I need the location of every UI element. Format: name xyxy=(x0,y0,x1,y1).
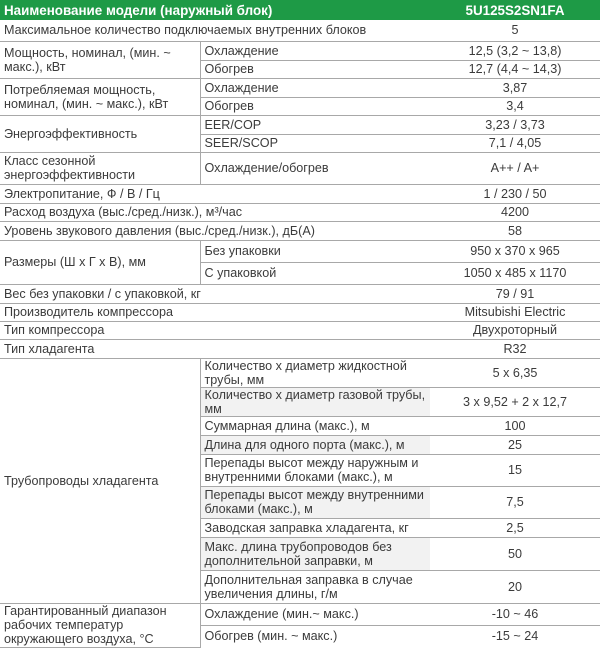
row-value: 79 / 91 xyxy=(495,286,535,301)
row-value: A++ / A+ xyxy=(490,161,540,175)
row-label: Электропитание, Ф / В / Гц xyxy=(4,186,160,201)
row-value: 5 x 6,35 xyxy=(430,358,600,387)
sub-label: Перепады высот между внутренними блоками (макс.), м xyxy=(200,486,430,518)
row-power-supply xyxy=(0,184,600,203)
sub-label: Охлаждение xyxy=(200,78,430,97)
sub-label: Охлаждение (мин.~ макс.) xyxy=(200,603,430,625)
row-value: 25 xyxy=(430,435,600,454)
row-value: 12,7 (4,4 ~ 14,3) xyxy=(468,62,562,76)
row-weight xyxy=(0,284,600,303)
row-label: Тип компрессора xyxy=(4,323,105,337)
row-value: 3 x 9,52 + 2 x 12,7 xyxy=(430,387,600,416)
sub-label: Длина для одного порта (макс.), м xyxy=(200,435,430,454)
row-value: Двухроторный xyxy=(473,323,557,337)
row-value: 50 xyxy=(430,537,600,570)
header-row xyxy=(0,0,600,20)
row-sound xyxy=(0,221,600,240)
row-value: R32 xyxy=(503,341,527,356)
row-label: Гарантированный диапазон рабочих температур окружающего воздуха, °С xyxy=(0,603,200,647)
row-label: Энергоэффективность xyxy=(0,115,200,152)
row-value: 7,5 xyxy=(430,486,600,518)
row-value: 20 xyxy=(508,579,523,594)
row-value: -10 ~ 46 xyxy=(430,603,600,625)
row-label: Мощность, номинал, (мин. ~ макс.), кВт xyxy=(0,41,200,78)
row-label: Производитель компрессора xyxy=(4,305,174,319)
row-value: 1 / 230 / 50 xyxy=(483,186,547,201)
header-label: Наименование модели (наружный блок) xyxy=(0,0,430,20)
row-value: -15 ~ 24 xyxy=(491,629,539,644)
row-label: Уровень звукового давления (выс./сред./низк.), дБ(А) xyxy=(4,223,315,238)
sub-label: Без упаковки xyxy=(200,240,430,262)
row-value: 4200 xyxy=(501,205,530,219)
row-piping-item xyxy=(0,358,600,387)
row-max-units xyxy=(0,20,600,41)
row-value: 3,23 / 3,73 xyxy=(430,115,600,134)
sub-label: Заводская заправка хладагента, кг xyxy=(200,518,430,537)
row-temp-cool xyxy=(0,603,600,625)
sub-label: Обогрев xyxy=(200,97,430,115)
row-value: 5 xyxy=(511,23,519,38)
model-name: 5U125S2SN1FA xyxy=(430,0,600,20)
row-value: 3,87 xyxy=(430,78,600,97)
row-value: Mitsubishi Electric xyxy=(464,305,566,319)
sub-label: SEER/SCOP xyxy=(200,134,430,152)
row-value: 1050 x 485 x 1170 xyxy=(463,266,567,280)
row-label: Тип хладагента xyxy=(4,341,95,356)
sub-label: С упаковкой xyxy=(200,262,430,284)
row-label: Максимальное количество подключаемых внутренних блоков xyxy=(4,23,367,38)
row-value: 12,5 (3,2 ~ 13,8) xyxy=(430,41,600,60)
row-eer xyxy=(0,115,600,134)
sub-label: Перепады высот между наружным и внутренними блоками (макс.), м xyxy=(200,454,430,486)
row-value: 7,1 / 4,05 xyxy=(488,136,542,150)
row-compressor-type xyxy=(0,321,600,339)
row-compressor-maker xyxy=(0,303,600,321)
row-value: 950 x 370 x 965 xyxy=(430,240,600,262)
row-value: 3,4 xyxy=(506,99,524,113)
row-value: 100 xyxy=(430,416,600,435)
row-label: Размеры (Ш х Г х В), мм xyxy=(0,240,200,284)
sub-label: Охлаждение/обогрев xyxy=(200,152,430,184)
sub-label: Дополнительная заправка в случае увеличения длины, г/м xyxy=(200,570,430,603)
row-label: Класс сезонной энергоэффективности xyxy=(4,154,136,182)
sub-label: EER/COP xyxy=(200,115,430,134)
row-label: Трубопроводы хладагента xyxy=(0,358,200,603)
sub-label: Суммарная длина (макс.), м xyxy=(200,416,430,435)
row-refrigerant xyxy=(0,339,600,358)
sub-label: Обогрев (мин. ~ макс.) xyxy=(200,625,430,647)
sub-label: Количество х диаметр газовой трубы, мм xyxy=(200,387,430,416)
row-airflow xyxy=(0,203,600,221)
row-value: 58 xyxy=(508,223,523,238)
row-label: Расход воздуха (выс./сред./низк.), м³/час xyxy=(4,205,243,219)
row-power-cool xyxy=(0,78,600,97)
row-label: Вес без упаковки / с упаковкой, кг xyxy=(4,286,201,301)
sub-label: Макс. длина трубопроводов без дополнительной заправки, м xyxy=(200,537,430,570)
row-label: Потребляемая мощность, номинал, (мин. ~ макс.), кВт xyxy=(0,78,200,115)
sub-label: Количество х диаметр жидкостной трубы, мм xyxy=(200,358,430,387)
sub-label: Обогрев xyxy=(200,60,430,78)
row-capacity-cool xyxy=(0,41,600,60)
row-value: 15 xyxy=(430,454,600,486)
row-seasonal-class xyxy=(0,152,600,184)
row-dimensions-net xyxy=(0,240,600,262)
sub-label: Охлаждение xyxy=(200,41,430,60)
row-value: 2,5 xyxy=(430,518,600,537)
